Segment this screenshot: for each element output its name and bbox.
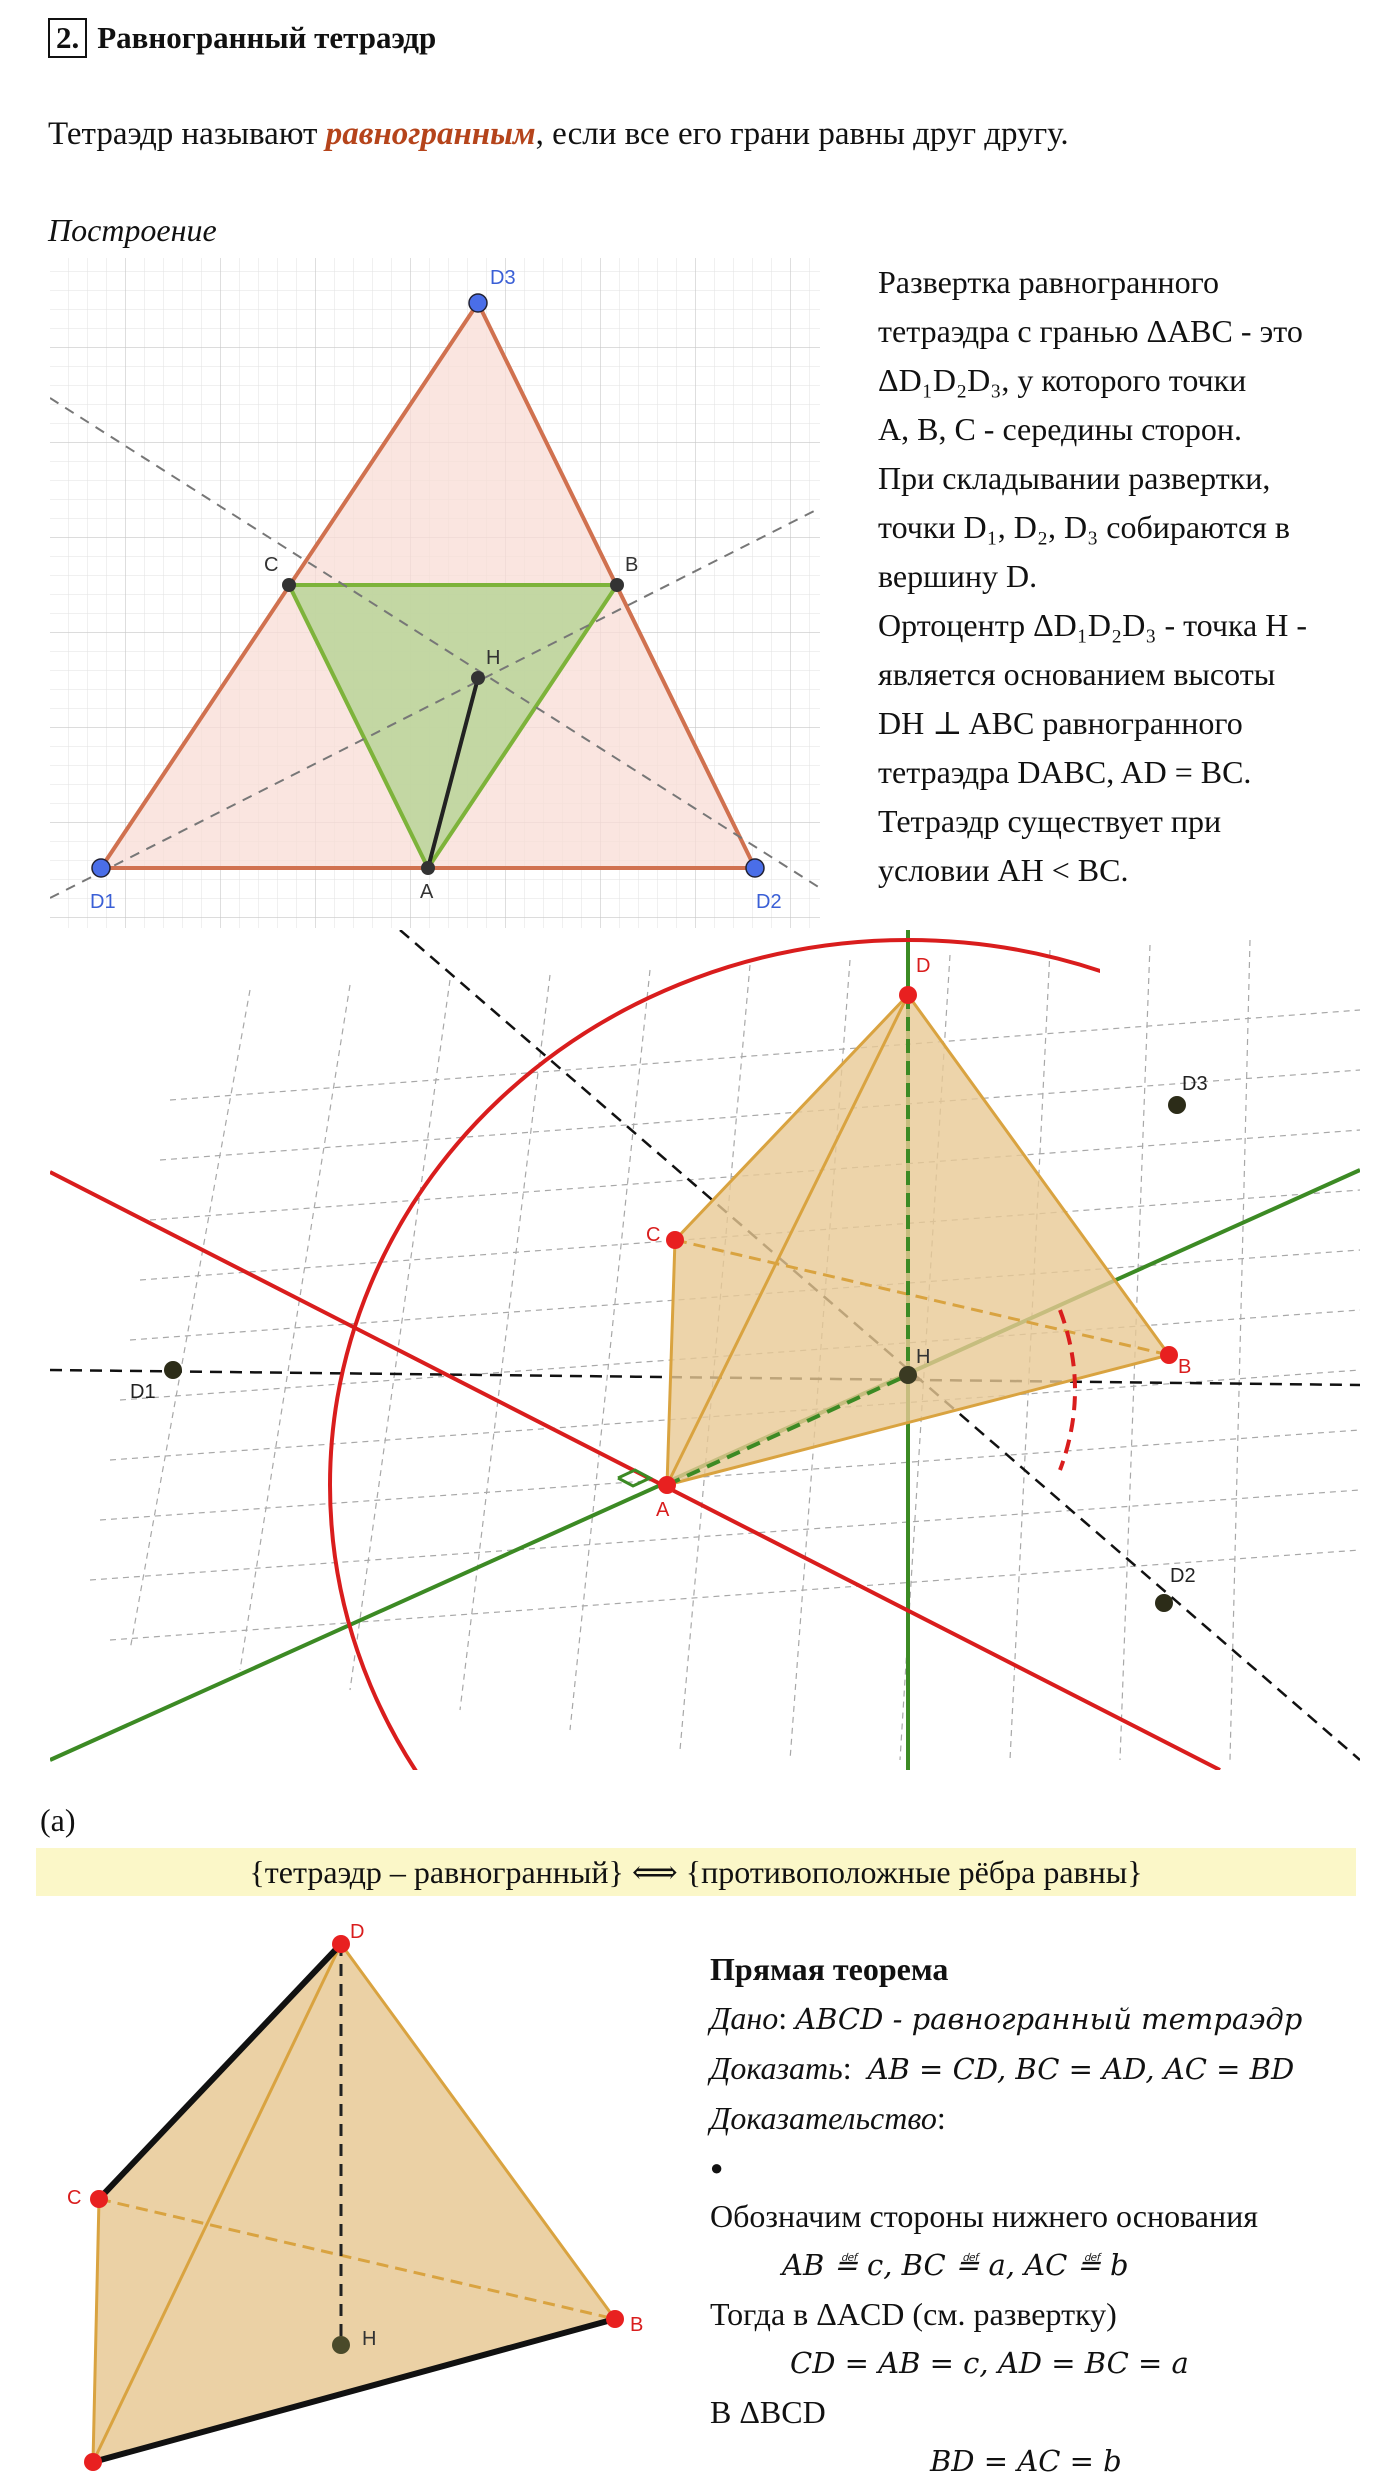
label-b: B — [625, 554, 639, 576]
description-line: является основанием высоты — [878, 656, 1276, 692]
point-a-3d — [658, 1476, 676, 1494]
given-line: Дано: ABCD - равногранный тетраэдр — [710, 2000, 1303, 2036]
label-a: A — [420, 881, 434, 903]
bottom-label-c: C — [67, 2187, 82, 2209]
section-title: Равногранный тетраэдр — [97, 20, 437, 55]
section-heading — [48, 18, 436, 58]
prove-text: AB = CD, BC = AD, AC = BD — [867, 2052, 1295, 2086]
point-h — [471, 671, 485, 685]
prove-label: Доказать — [710, 2050, 843, 2086]
point-c-3d — [666, 1231, 684, 1249]
label-b-3d: B — [1178, 1356, 1192, 1378]
proof-line-5: В ΔBCD — [710, 2394, 826, 2430]
description-line: Тетраэдр существует при — [878, 803, 1222, 839]
point-d1 — [92, 859, 110, 877]
bottom-label-b: B — [630, 2314, 644, 2336]
point-b-3d — [1160, 1346, 1178, 1364]
proof-label-line: Доказательство: — [710, 2100, 946, 2136]
point-d2 — [746, 859, 764, 877]
intro-before: Тетраэдр называют — [48, 116, 326, 152]
bottom-point-a — [84, 2453, 102, 2471]
label-d1-3d: D1 — [130, 1381, 156, 1403]
bottom-label-h: H — [362, 2328, 377, 2350]
point-d3-3d — [1168, 1096, 1186, 1114]
bullet: ● — [710, 2155, 724, 2180]
prove-line: Доказать: AB = CD, BC = AD, AC = BD — [710, 2050, 1295, 2086]
proof-line-6: BD = AC = b — [930, 2444, 1122, 2478]
point-a — [421, 861, 435, 875]
description-line: точки D₁, D₂, D₃ собираются в — [878, 509, 1290, 545]
description-line: DH ⊥ ABC равногранного — [878, 705, 1243, 741]
point-c — [282, 578, 296, 592]
intro-term: равногранным — [325, 116, 536, 152]
section-number: 2. — [48, 18, 87, 58]
description-line: вершину D. — [878, 558, 1038, 594]
intro-after: , если все его грани равны друг другу. — [535, 116, 1069, 152]
label-a-3d: A — [656, 1499, 670, 1521]
net-figure — [50, 258, 820, 928]
intro-definition — [48, 116, 1069, 153]
label-d1: D1 — [90, 891, 116, 913]
label-d2: D2 — [756, 891, 782, 913]
label-h-3d: H — [916, 1346, 931, 1368]
proof-line-4: CD = AB = c, AD = BC = a — [790, 2346, 1189, 2380]
net-description — [878, 258, 1378, 895]
bottom-point-d — [332, 1935, 350, 1953]
description-line: условии AH < BC. — [878, 852, 1129, 888]
equivalence-banner: {тетраэдр – равногранный} ⟺ {противоположные рёбра равны} — [36, 1848, 1356, 1896]
bottom-tetra-faces — [93, 1944, 615, 2462]
description-line: Развертка равногранного — [878, 264, 1219, 300]
point-d2-3d — [1155, 1594, 1173, 1612]
point-d-3d — [899, 986, 917, 1004]
label-d3: D3 — [490, 267, 516, 289]
given-label: Дано — [710, 2000, 779, 2036]
construction-label: Построение — [48, 212, 217, 248]
tetrahedron-faces — [667, 995, 1169, 1485]
bottom-point-h — [332, 2336, 350, 2354]
proof-title: Прямая теорема — [710, 1951, 949, 1987]
description-line: тетраэдра DABC, AD = BC. — [878, 754, 1252, 790]
label-h: H — [486, 647, 501, 669]
label-d-3d: D — [916, 955, 931, 977]
bottom-label-d: D — [350, 1921, 365, 1943]
point-b — [610, 578, 624, 592]
bottom-point-b — [606, 2310, 624, 2328]
label-c-3d: C — [646, 1224, 661, 1246]
bottom-point-c — [90, 2190, 108, 2208]
proof-block — [710, 1945, 1302, 2486]
point-h-3d — [899, 1366, 917, 1384]
description-line: тетраэдра с гранью ΔABC - это — [878, 313, 1303, 349]
proof-line-1: Обозначим стороны нижнего основания — [710, 2198, 1258, 2234]
description-line: Ортоцентр ΔD₁D₂D₃ - точка H - — [878, 607, 1307, 643]
proof-label: Доказательство — [710, 2100, 937, 2136]
space-figure — [50, 930, 1360, 1770]
proof-line-3: Тогда в ΔACD (см. развертку) — [710, 2296, 1117, 2332]
given-text: ABCD - равногранный тетраэдр — [795, 2002, 1303, 2036]
label-c: C — [264, 554, 279, 576]
label-d2-3d: D2 — [1170, 1565, 1196, 1587]
description-line: ΔD₁D₂D₃, у которого точки — [878, 362, 1247, 398]
description-line: При складывании развертки, — [878, 460, 1271, 496]
proof-line-2: AB ≝ c, BC ≝ a, AC ≝ b — [782, 2248, 1129, 2282]
point-d3 — [469, 294, 487, 312]
figure-caption: (a) — [40, 1802, 76, 1838]
bottom-tetrahedron-figure — [50, 1920, 690, 2473]
description-line: A, B, C - середины сторон. — [878, 411, 1242, 447]
point-d1-3d — [164, 1361, 182, 1379]
label-d3-3d: D3 — [1182, 1073, 1208, 1095]
